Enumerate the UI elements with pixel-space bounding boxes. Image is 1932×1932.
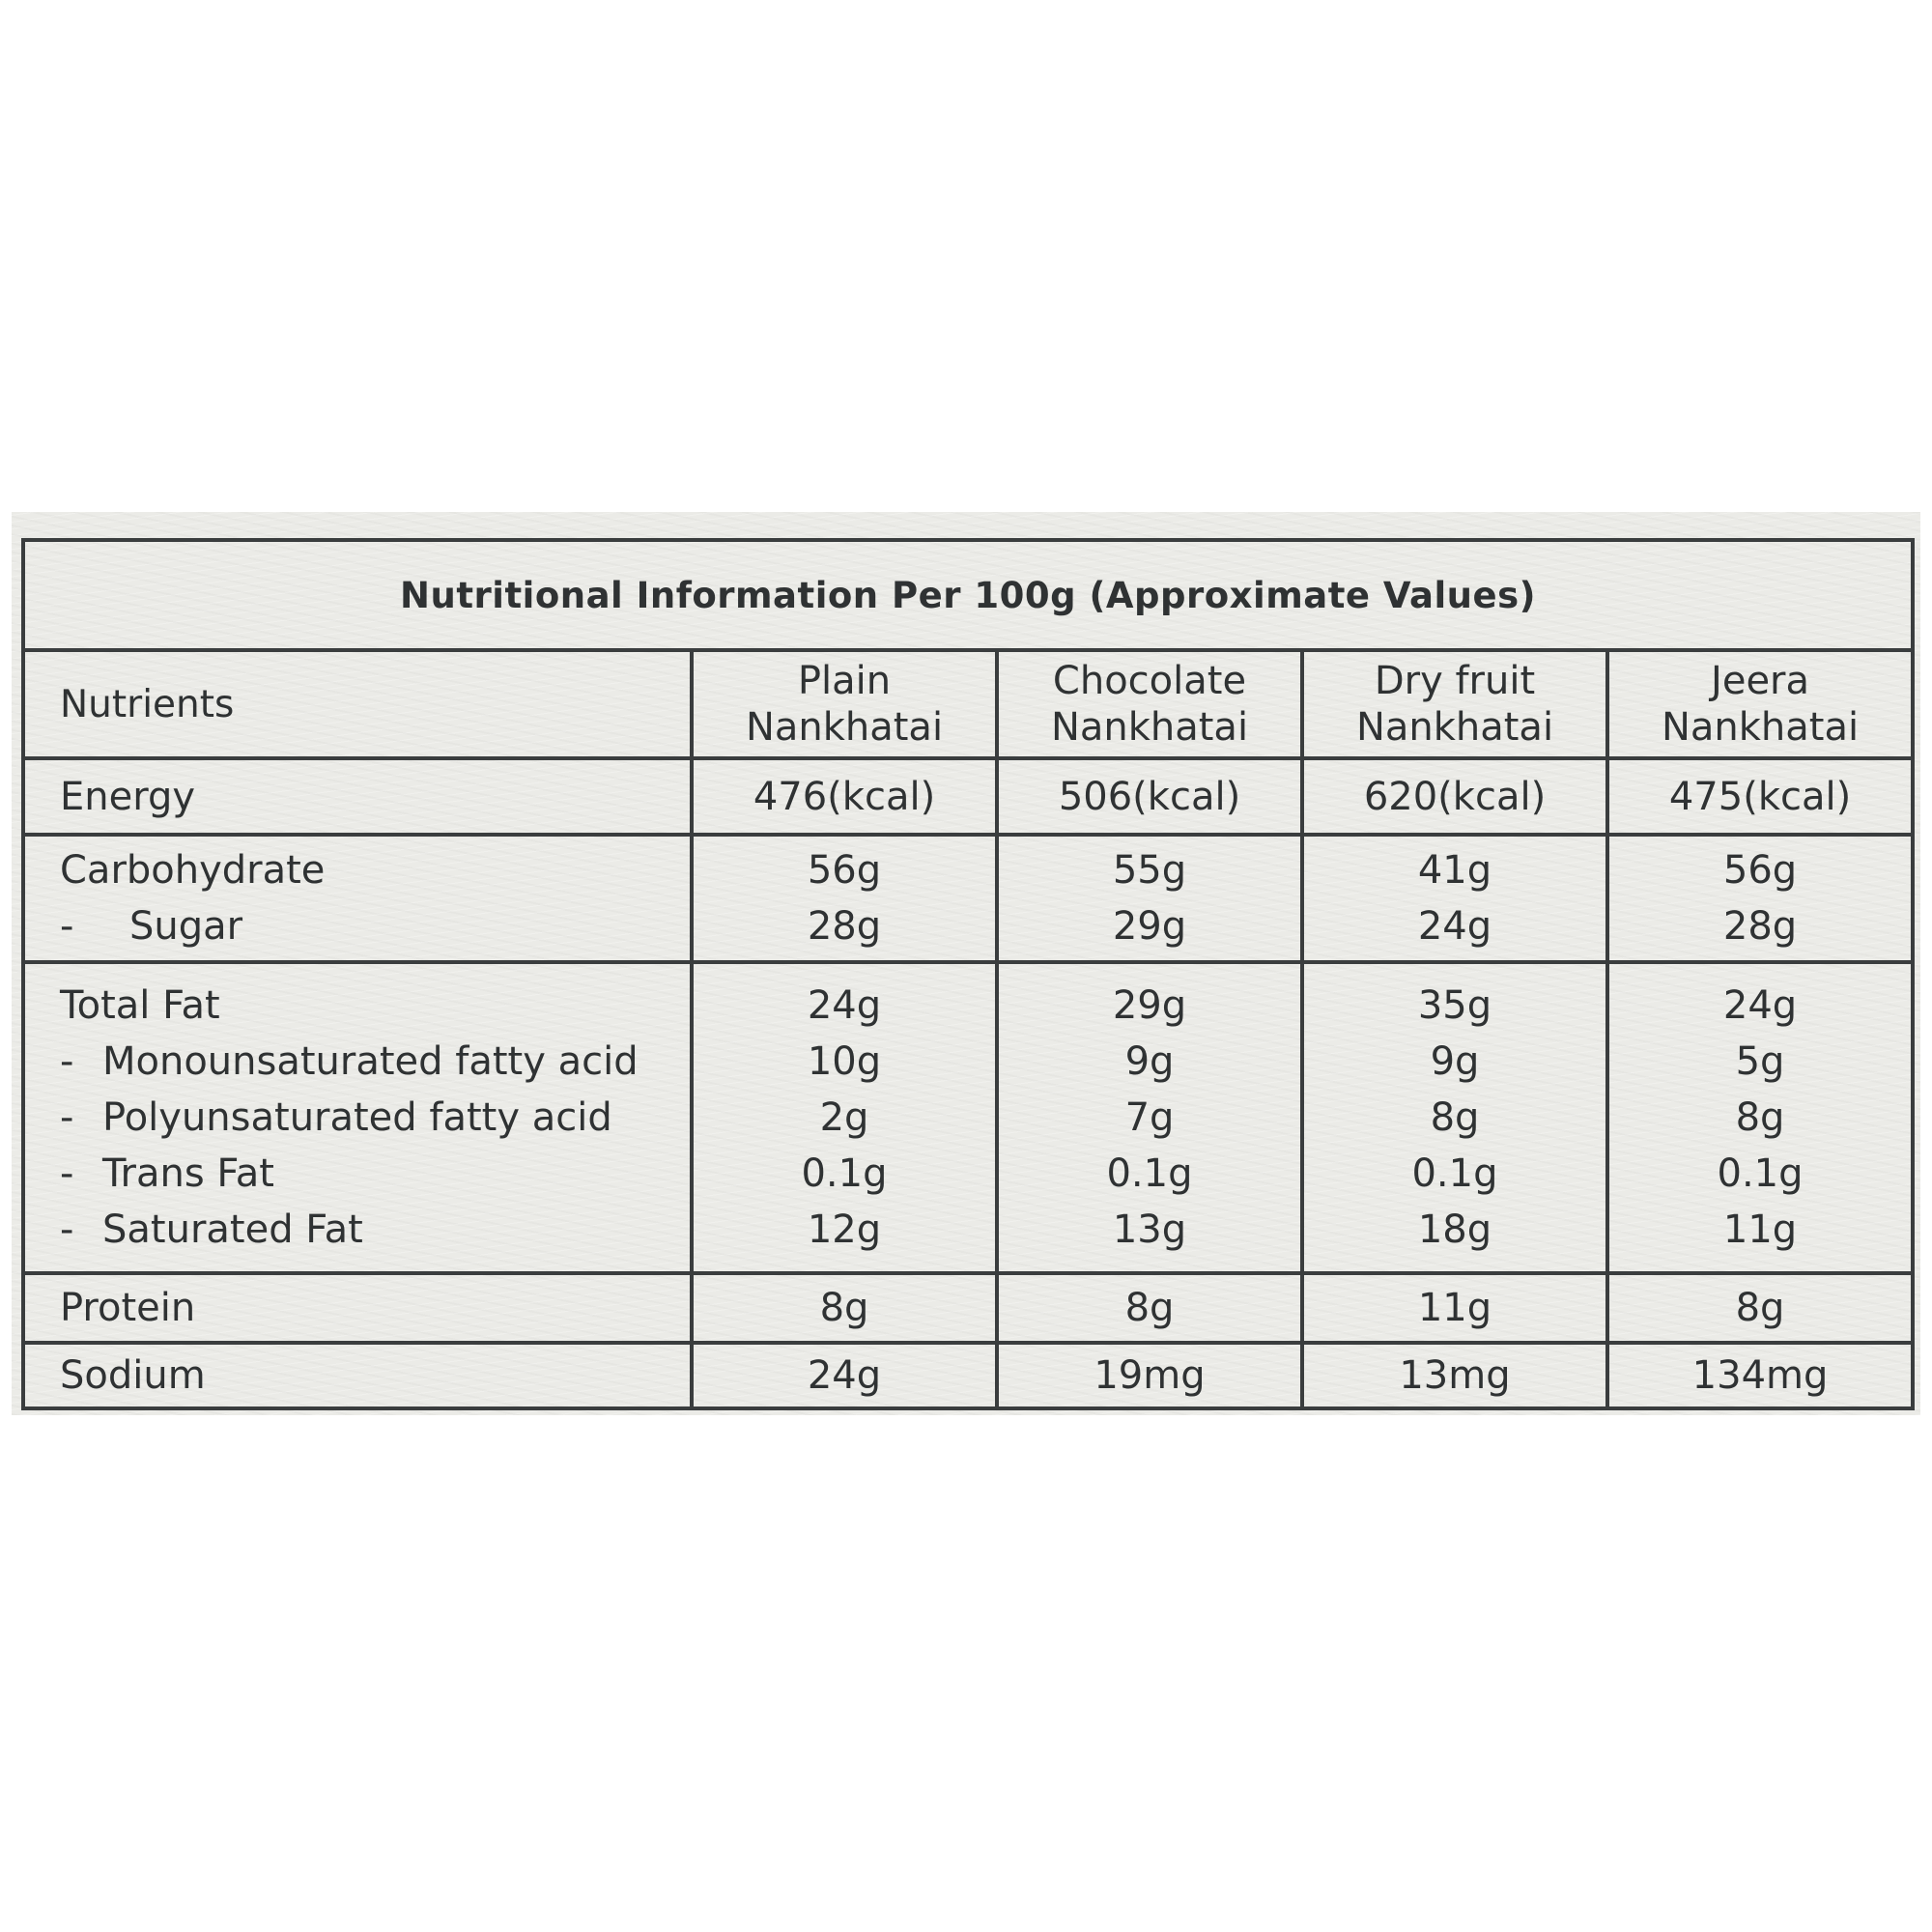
- cell-value: 35g: [1417, 983, 1492, 1028]
- cell-value: 28g: [1722, 904, 1798, 949]
- nutrients-header: Nutrients: [23, 650, 692, 758]
- label-total-fat: Total Fat: [60, 983, 220, 1028]
- cell-value: 13g: [1112, 1208, 1187, 1252]
- cell-stack: [1607, 962, 1913, 1273]
- label-trans-line: [60, 1146, 690, 1202]
- cell-value: 2g: [819, 1095, 869, 1140]
- cell-value: 19mg: [997, 1343, 1302, 1408]
- cell-value: 0.1g: [801, 1151, 888, 1196]
- cell-stack: [1302, 835, 1607, 962]
- table-row-carbohydrate: [23, 835, 1913, 962]
- cell-value: 41g: [1417, 848, 1492, 893]
- cell-value: 29g: [1112, 983, 1187, 1028]
- cell-value: 8g: [1735, 1095, 1785, 1140]
- column-header-plain: [692, 650, 997, 758]
- cell-value: 11g: [1302, 1273, 1607, 1343]
- cell-value: 13mg: [1302, 1343, 1607, 1408]
- cell-stack: [997, 962, 1302, 1273]
- column-header-line: Nankhatai: [745, 705, 944, 750]
- label-mono: Monounsaturated fatty acid: [102, 1039, 639, 1084]
- cell-stack: [692, 962, 997, 1273]
- cell-value: 5g: [1735, 1039, 1785, 1084]
- label-carbohydrate: Carbohydrate: [60, 848, 326, 893]
- cell-value: 620(kcal): [1302, 758, 1607, 835]
- row-label-energy: Energy: [23, 758, 692, 835]
- column-header-line: Nankhatai: [1661, 705, 1860, 750]
- cell-value: 0.1g: [1411, 1151, 1498, 1196]
- nutrition-table: [21, 538, 1915, 1410]
- row-label-total-fat: [23, 962, 692, 1273]
- cell-value: 9g: [1430, 1039, 1480, 1084]
- label-poly-line: [60, 1090, 690, 1146]
- column-header-chocolate: [997, 650, 1302, 758]
- column-header-line: Dry fruit: [1374, 659, 1536, 703]
- cell-value: 8g: [997, 1273, 1302, 1343]
- cell-value: 0.1g: [1717, 1151, 1804, 1196]
- row-label-protein: Protein: [23, 1273, 692, 1343]
- bullet-dash: -: [60, 904, 74, 949]
- bullet-dash: -: [60, 1208, 74, 1252]
- column-header-line: Jeera: [1711, 659, 1810, 703]
- cell-value: 8g: [1430, 1095, 1480, 1140]
- cell-value: 9g: [1124, 1039, 1175, 1084]
- cell-value: 29g: [1112, 904, 1187, 949]
- cell-value: 475(kcal): [1607, 758, 1913, 835]
- column-header-line: Nankhatai: [1050, 705, 1249, 750]
- cell-value: 8g: [692, 1273, 997, 1343]
- cell-value: 55g: [1112, 848, 1187, 893]
- cell-value: 56g: [807, 848, 882, 893]
- row-label-carbohydrate: [23, 835, 692, 962]
- column-header-line: Chocolate: [1052, 659, 1247, 703]
- cell-value: 476(kcal): [692, 758, 997, 835]
- cell-value: 24g: [1417, 904, 1492, 949]
- bullet-dash: -: [60, 1151, 74, 1196]
- cell-value: 56g: [1722, 848, 1798, 893]
- cell-value: 28g: [807, 904, 882, 949]
- column-header-line: Plain: [797, 659, 892, 703]
- column-header-jeera: [1607, 650, 1913, 758]
- cell-value: 24g: [807, 983, 882, 1028]
- cell-stack: [692, 835, 997, 962]
- cell-value: 10g: [807, 1039, 882, 1084]
- cell-value: 12g: [807, 1208, 882, 1252]
- column-header-line: Nankhatai: [1355, 705, 1554, 750]
- column-header-dry-fruit: [1302, 650, 1607, 758]
- label-saturated: Saturated Fat: [102, 1208, 363, 1252]
- cell-stack: [1302, 962, 1607, 1273]
- cell-stack: [1607, 835, 1913, 962]
- cell-stack: [997, 835, 1302, 962]
- cell-value: 0.1g: [1106, 1151, 1193, 1196]
- table-row-total-fat: [23, 962, 1913, 1273]
- label-trans: Trans Fat: [102, 1151, 274, 1196]
- table-row-energy: [23, 758, 1913, 835]
- bullet-dash: -: [60, 1095, 74, 1140]
- label-saturated-line: [60, 1202, 690, 1258]
- label-sugar: Sugar: [129, 904, 243, 949]
- cell-value: 24g: [1722, 983, 1798, 1028]
- cell-value: 506(kcal): [997, 758, 1302, 835]
- header-row: [23, 650, 1913, 758]
- label-poly: Polyunsaturated fatty acid: [102, 1095, 612, 1140]
- cell-value: 11g: [1722, 1208, 1798, 1252]
- cell-value: 24g: [692, 1343, 997, 1408]
- table-title: Nutritional Information Per 100g (Approximate Values): [23, 540, 1913, 650]
- table-row-protein: [23, 1273, 1913, 1343]
- bullet-dash: -: [60, 1039, 74, 1084]
- cell-value: 18g: [1417, 1208, 1492, 1252]
- label-mono-line: [60, 1034, 690, 1090]
- row-label-sodium: Sodium: [23, 1343, 692, 1408]
- cell-value: 8g: [1607, 1273, 1913, 1343]
- cell-value: 134mg: [1607, 1343, 1913, 1408]
- cell-value: 7g: [1124, 1095, 1175, 1140]
- label-sugar-line: [60, 898, 690, 954]
- table-row-sodium: [23, 1343, 1913, 1408]
- title-row: [23, 540, 1913, 650]
